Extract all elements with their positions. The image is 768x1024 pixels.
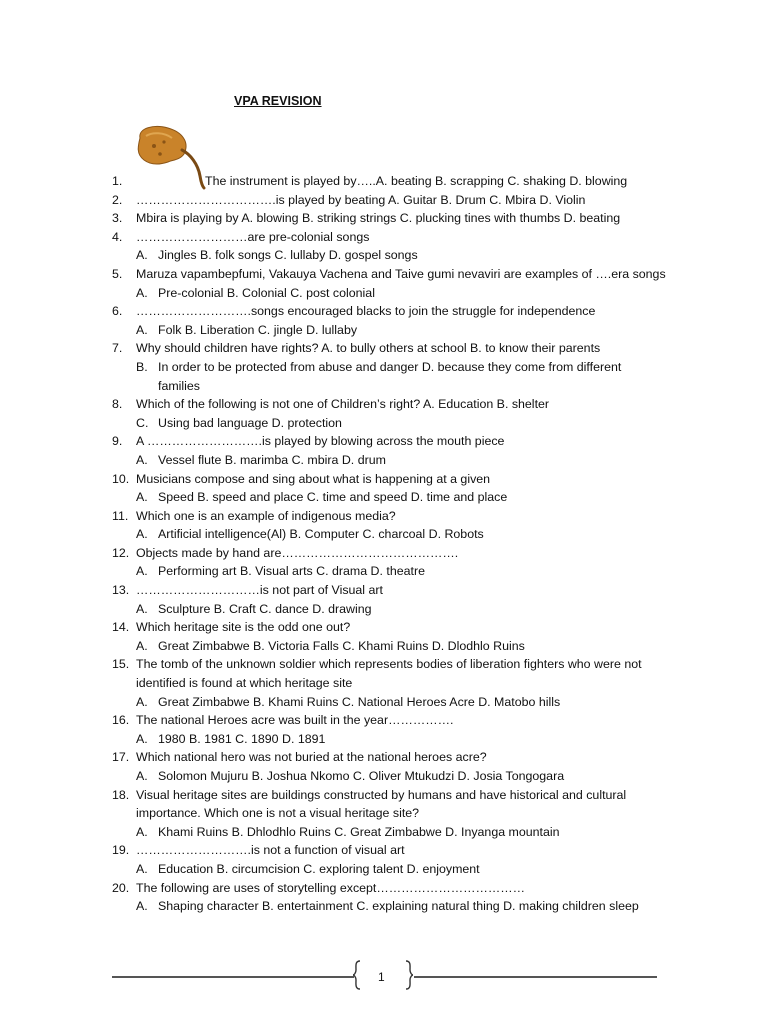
- option-text: Artificial intelligence(Al) B. Computer C. charcoal D. Robots: [158, 527, 484, 542]
- question-number: 4.: [112, 229, 123, 244]
- question-text: Mbira is playing by A. blowing B. striking strings C. plucking tines with thumbs D. beating: [136, 211, 621, 226]
- question-text: The instrument is played by…..A. beating B. scrapping C. shaking D. blowing: [205, 174, 628, 188]
- option-line: [0, 246, 768, 265]
- question-text: …………………………is not part of Visual art: [136, 583, 383, 598]
- option-line: [0, 358, 768, 377]
- option-letter: A.: [136, 564, 148, 579]
- question-number: 6.: [112, 304, 123, 319]
- option-letter: A.: [136, 248, 148, 263]
- question-text: ……………………….songs encouraged blacks to join the struggle for independence: [136, 304, 596, 319]
- question-number: 12.: [112, 545, 130, 560]
- option-letter: A.: [136, 694, 148, 709]
- option-letter: A.: [136, 490, 148, 505]
- question-number: 20.: [112, 880, 130, 895]
- question-line: [0, 507, 768, 526]
- option-letter: B.: [136, 359, 148, 374]
- option-letter: A.: [136, 601, 148, 616]
- question-text: The national Heroes acre was built in the year…………….: [136, 713, 454, 728]
- question-number: 13.: [112, 583, 130, 598]
- question-number: 7.: [112, 341, 123, 356]
- option-text: Great Zimbabwe B. Khami Ruins C. National Heroes Acre D. Matobo hills: [158, 694, 561, 709]
- option-text: Performing art B. Visual arts C. drama D. theatre: [158, 564, 425, 579]
- continuation-line: [0, 674, 768, 693]
- question-text: ………………………are pre-colonial songs: [136, 229, 370, 244]
- question-line: [0, 209, 768, 228]
- question-text: Which national hero was not buried at the national heroes acre?: [136, 750, 487, 765]
- question-text: Why should children have rights? A. to bully others at school B. to know their parents: [136, 341, 601, 356]
- question-number: 17.: [112, 750, 130, 765]
- option-text: Jingles B. folk songs C. lullaby D. gospel songs: [158, 248, 418, 263]
- question-number: 5.: [112, 266, 123, 281]
- option-line: [0, 525, 768, 544]
- option-line: [0, 637, 768, 656]
- question-text: Which one is an example of indigenous media?: [136, 508, 396, 523]
- question-line: [0, 470, 768, 489]
- option-line: [0, 488, 768, 507]
- option-letter: A.: [136, 285, 148, 300]
- question-text: Objects made by hand are…………………………………….: [136, 545, 459, 560]
- option-letter: A.: [136, 824, 148, 839]
- question-text: Which of the following is not one of Children’s right? A. Education B. shelter: [136, 397, 550, 412]
- question-text: A ……………………….is played by blowing across the mouth piece: [136, 434, 505, 449]
- question-number: 1.: [112, 174, 123, 188]
- question-line: [0, 191, 768, 210]
- question-text: The tomb of the unknown soldier which represents bodies of liberation fighters who were not: [136, 657, 642, 672]
- option-line: [0, 730, 768, 749]
- option-letter: A.: [136, 638, 148, 653]
- option-line: [0, 693, 768, 712]
- question-text: Musicians compose and sing about what is happening at a given: [136, 471, 491, 486]
- option-letter: A.: [136, 769, 148, 783]
- option-line: [0, 284, 768, 303]
- question-text: Which heritage site is the odd one out?: [136, 620, 351, 635]
- question-text: Maruza vapambepfumi, Vakauya Vachena and Taive gumi nevaviri are examples of ….era songs: [136, 266, 666, 281]
- option-text: In order to be protected from abuse and danger D. because they come from different: [158, 359, 622, 374]
- option-line: [0, 767, 768, 786]
- option-line: [0, 600, 768, 619]
- option-line: [0, 823, 768, 842]
- option-text: Education B. circumcision C. exploring talent D. enjoyment: [158, 861, 480, 876]
- option-text: Folk B. Liberation C. jingle D. lullaby: [158, 322, 358, 337]
- question-text: Visual heritage sites are buildings constructed by humans and have historical and cultural: [136, 787, 627, 802]
- question-text: …………………………….is played by beating A. Guitar B. Drum C. Mbira D. Violin: [136, 192, 586, 207]
- question-line: [0, 581, 768, 600]
- question-line: [0, 172, 768, 191]
- question-line: [0, 655, 768, 674]
- continuation-line: [0, 804, 768, 823]
- option-text: Khami Ruins B. Dhlodhlo Ruins C. Great Zimbabwe D. Inyanga mountain: [158, 824, 560, 839]
- option-text: Great Zimbabwe B. Victoria Falls C. Khami Ruins D. Dlodhlo Ruins: [158, 638, 525, 653]
- question-line: [0, 395, 768, 414]
- question-line: [0, 302, 768, 321]
- question-continuation-text: importance. Which one is not a visual heritage site?: [136, 806, 420, 821]
- option-line: [0, 321, 768, 340]
- question-number: 14.: [112, 620, 130, 635]
- question-number: 16.: [112, 713, 130, 728]
- question-line: [0, 786, 768, 805]
- question-line: [0, 841, 768, 860]
- page-title: VPA REVISION: [234, 94, 322, 108]
- footer-brace-right-icon: [404, 960, 414, 990]
- footer-rule-right: [414, 976, 657, 978]
- question-line: [0, 265, 768, 284]
- question-line: [0, 618, 768, 637]
- question-line: [0, 544, 768, 563]
- option-text: Sculpture B. Craft C. dance D. drawing: [158, 601, 372, 616]
- option-line: [0, 860, 768, 879]
- option-letter: A.: [136, 731, 148, 746]
- question-number: 3.: [112, 211, 123, 226]
- question-line: [0, 879, 768, 898]
- option-letter: A.: [136, 527, 148, 542]
- option-letter: A.: [136, 322, 148, 337]
- question-line: [0, 228, 768, 247]
- option-text: Vessel flute B. marimba C. mbira D. drum: [158, 452, 386, 467]
- question-number: 19.: [112, 843, 130, 858]
- question-text: The following are uses of storytelling except………………………………: [136, 880, 526, 895]
- page-number: 1: [378, 970, 385, 984]
- question-line: [0, 748, 768, 767]
- continuation-line: [0, 377, 768, 396]
- footer-brace-left-icon: [352, 960, 362, 990]
- question-list: [0, 172, 768, 916]
- question-number: 9.: [112, 434, 123, 449]
- question-line: [0, 432, 768, 451]
- question-number: 8.: [112, 397, 123, 412]
- question-number: 15.: [112, 657, 130, 672]
- option-text: Solomon Mujuru B. Joshua Nkomo C. Oliver Mtukudzi D. Josia Tongogara: [158, 769, 565, 783]
- option-text: Speed B. speed and place C. time and speed D. time and place: [158, 490, 508, 505]
- option-text: Using bad language D. protection: [158, 415, 342, 430]
- footer-rule-left: [112, 976, 354, 978]
- question-number: 18.: [112, 787, 130, 802]
- question-line: [0, 339, 768, 358]
- question-continuation-text: identified is found at which heritage site: [136, 676, 353, 691]
- option-letter: C.: [136, 415, 149, 430]
- option-line: [0, 414, 768, 433]
- option-text: Pre-colonial B. Colonial C. post colonial: [158, 285, 375, 300]
- question-number: 2.: [112, 192, 123, 207]
- question-number: 11.: [112, 508, 129, 523]
- option-text: Shaping character B. entertainment C. explaining natural thing D. making children sleep: [158, 899, 639, 914]
- question-number: 10.: [112, 471, 130, 486]
- question-line: [0, 711, 768, 730]
- option-line: [0, 897, 768, 916]
- option-letter: A.: [136, 861, 148, 876]
- option-line: [0, 451, 768, 470]
- option-letter: A.: [136, 899, 148, 914]
- option-text: 1980 B. 1981 C. 1890 D. 1891: [158, 731, 326, 746]
- option-line: [0, 562, 768, 581]
- option-letter: A.: [136, 452, 148, 467]
- question-text: ……………………….is not a function of visual art: [136, 843, 405, 858]
- option-continuation-text: families: [158, 378, 200, 393]
